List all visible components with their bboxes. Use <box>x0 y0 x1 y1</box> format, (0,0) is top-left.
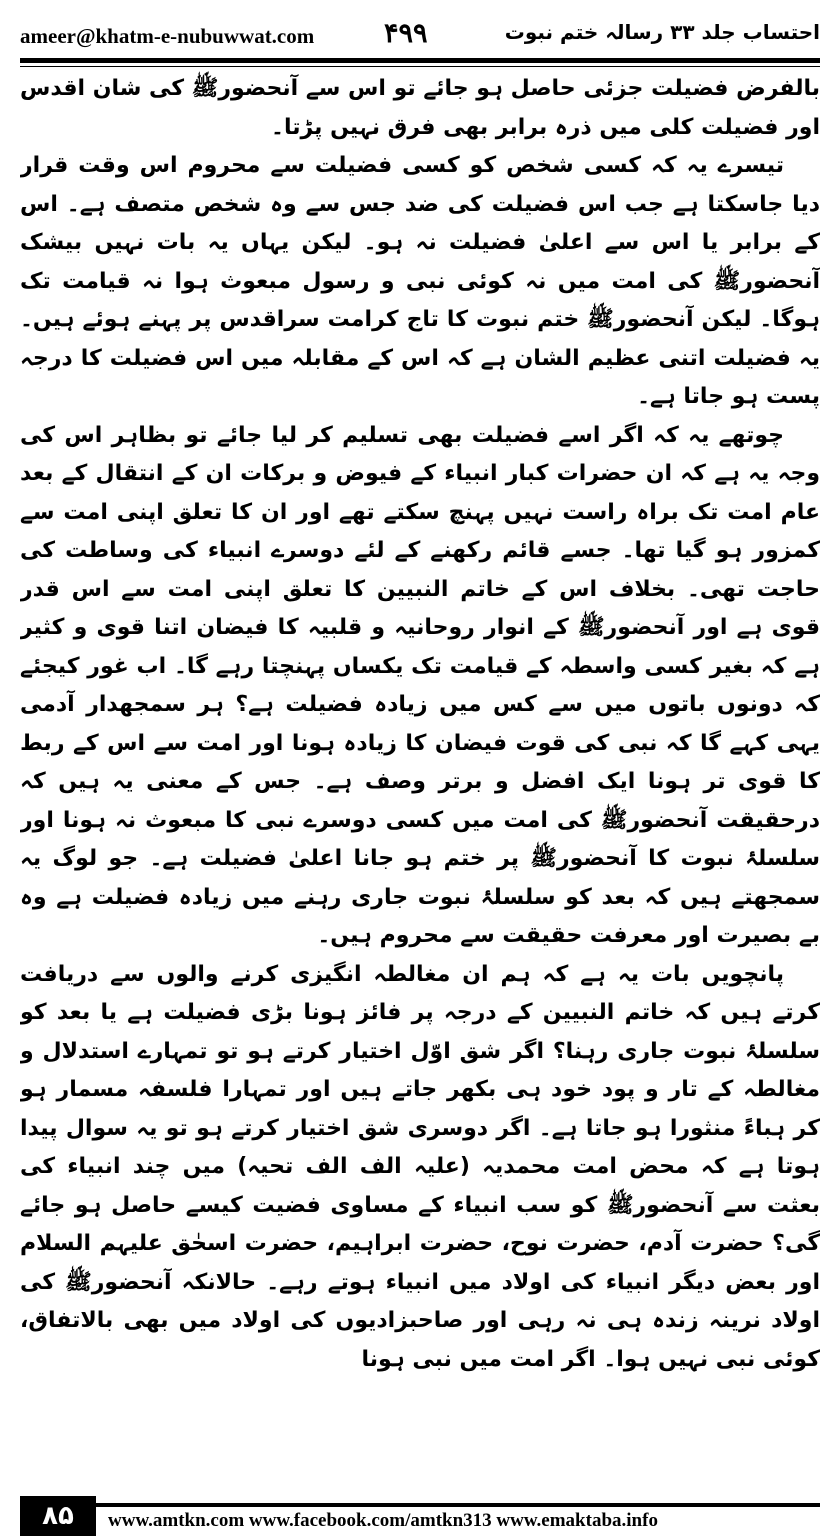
footer-page-number: ۸۵ <box>20 1496 96 1536</box>
paragraph-1: بالفرض فضیلت جزئی حاصل ہو جائے تو اس سے آنحضورﷺ کی شان اقدس اور فضیلت کلی میں ذرہ برابر بھی فرق نہیں پڑتا۔ <box>20 76 820 140</box>
paragraph-4: پانچویں بات یہ ہے کہ ہم ان مغالطہ انگیزی کرنے والوں سے دریافت کرتے ہیں کہ خاتم النبیین کے درجہ پر فائز ہونا بڑی فضیلت ہے یا بعد کو سلسلۂ نبوت جاری رہنا؟ اگر شق اوّل اختیار کرتے ہو تو تمہارے استدلال و مغالطہ کے تار و پود خود ہی بکھر جاتے ہیں اور تمہارا فلسفہ مسمار ہو کر ہباءً منثورا ہو جاتا ہے۔ اگر دوسری شق اختیار کرتے ہو تو یہ سوال پیدا ہوتا ہے کہ محض امت محمدیہ (علیہ الف الف تحیہ) میں چند انبیاء کی بعثت سے آنحضورﷺ کو سب انبیاء کے مساوی فضیت کیسے حاصل ہو جائے گی؟ حضرت آدم، حضرت نوح، حضرت ابراہیم، حضرت اسحٰق علیہم السلام اور بعض دیگر انبیاء کی اولاد میں انبیاء ہوتے رہے۔ حالانکہ آنحضورﷺ کی اولاد نرینہ زندہ ہی نہ رہی اور صاحبزادیوں کی اولاد میں بھی بالاتفاق، کوئی نبی نہیں ہوا۔ اگر امت میں نبی ہونا <box>20 961 820 1372</box>
page-footer <box>0 1494 840 1540</box>
header-page-number: ۴۹۹ <box>384 18 428 49</box>
paragraph-2: تیسرے یہ کہ کسی شخص کو کسی فضیلت سے محروم اس وقت قرار دیا جاسکتا ہے جب اس فضیلت کی ضد جس سے وہ شخص متصف ہے۔ اس کے برابر یا اس سے اعلیٰ فضیلت نہ ہو۔ لیکن یہاں یہ بات نہیں بیشک آنحضورﷺ کی امت میں نہ کوئی نبی و رسول مبعوث ہوا نہ قیامت تک ہوگا۔ لیکن آنحضورﷺ ختم نبوت کا تاج کرامت سراقدس پر پہنے ہوئے ہیں۔ یہ فضیلت اتنی عظیم الشان ہے کہ اس کے مقابلہ میں اس فضیلت کا درجہ پست ہو جاتا ہے۔ <box>20 153 820 409</box>
footer-rule <box>20 1503 820 1507</box>
page-header <box>0 0 840 62</box>
header-running-title: احتساب جلد ۳۳ رسالہ ختم نبوت <box>504 20 820 44</box>
footer-links[interactable]: www.amtkn.com www.facebook.com/amtkn313 www.emaktaba.info <box>108 1510 658 1531</box>
header-rule-thick <box>20 58 820 63</box>
header-email: ameer@khatm-e-nubuwwat.com <box>20 24 315 48</box>
page-body <box>20 70 820 1488</box>
header-rule-thin <box>20 66 820 67</box>
paragraph-3: چوتھے یہ کہ اگر اسے فضیلت بھی تسلیم کر لیا جائے تو بظاہر اس کی وجہ یہ ہے کہ ان حضرات کبار انبیاء کے فیوض و برکات ان کے انتقال کے بعد عام امت تک براہ راست نہیں پہنچ سکتے تھے اور ان کا تعلق اپنی امت سے کمزور ہو گیا تھا۔ جسے قائم رکھنے کے لئے دوسرے انبیاء کی وساطت کی حاجت تھی۔ بخلاف اس کے خاتم النبیین کا تعلق اپنی امت سے اس قدر قوی ہے اور آنحضورﷺ کے انوار روحانیہ و قلبیہ کا فیضان اتنا قوی و کثیر ہے کہ بغیر کسی واسطہ کے قیامت تک یکساں پہنچتا رہے گا۔ اب غور کیجئے کہ دونوں باتوں میں سے کس میں زیادہ فضیلت ہے؟ ہر سمجھدار آدمی یہی کہے گا کہ نبی کی قوت فیضان کا زیادہ ہونا اور امت سے اس کے ربط کا قوی تر ہونا ایک افضل و برتر وصف ہے۔ جس کے معنی یہ ہیں کہ درحقیقت آنحضورﷺ کی امت میں کسی دوسرے نبی کا مبعوث نہ ہونا اور سلسلۂ نبوت کا آنحضورﷺ پر ختم ہو جانا اعلیٰ فضیلت ہے۔ جو لوگ یہ سمجھتے ہیں کہ بعد کو سلسلۂ نبوت جاری رہنے میں زیادہ فضیلت ہے وہ بے بصیرت اور معرفت حقیقت سے محروم ہیں۔ <box>20 422 820 948</box>
